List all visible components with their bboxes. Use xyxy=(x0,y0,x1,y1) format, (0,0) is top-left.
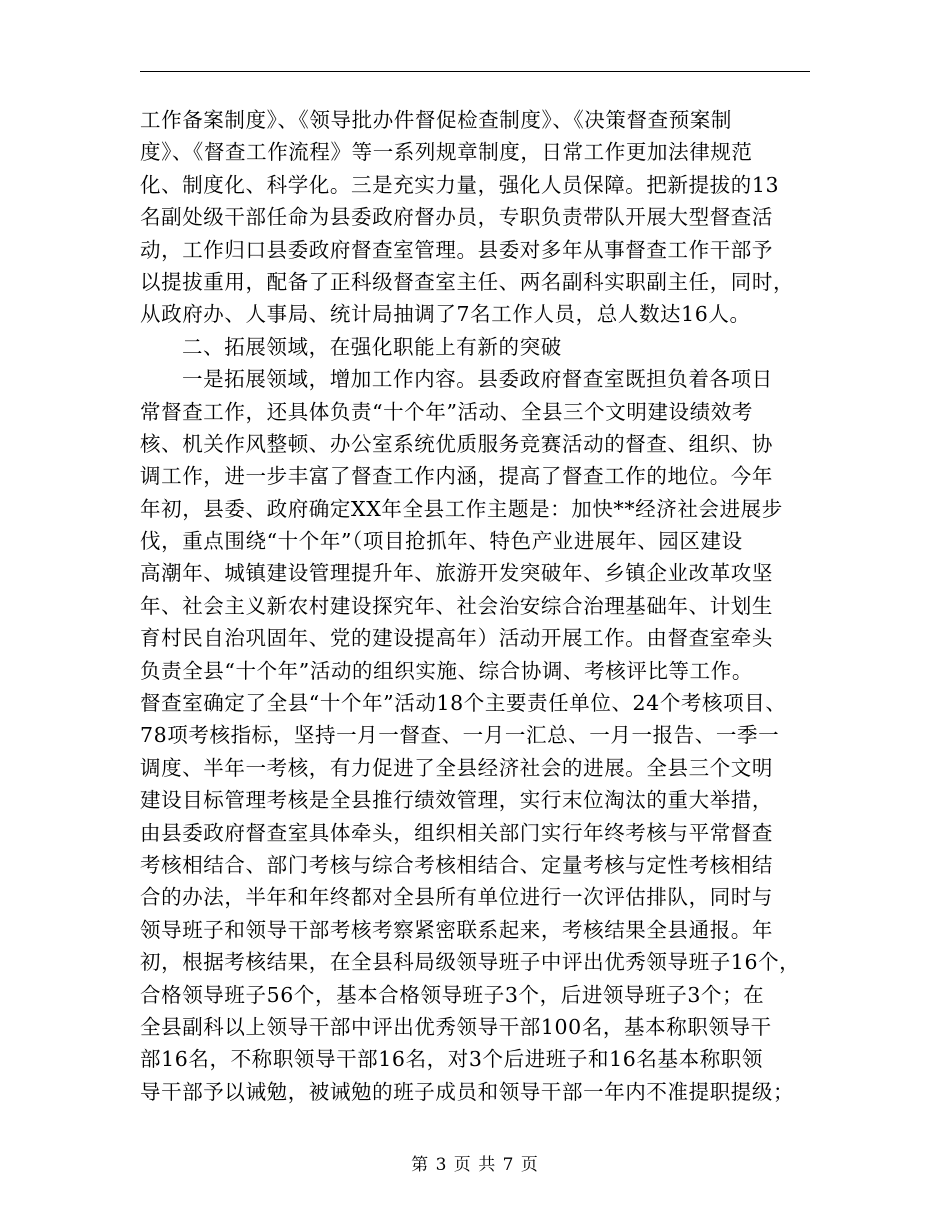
text-line: 名副处级干部任命为县委政府督办员，专职负责带队开展大型督查活 xyxy=(140,205,773,230)
text-line: 年、社会主义新农村建设探究年、社会治安综合治理基础年、计划生 xyxy=(140,593,773,618)
document-body xyxy=(140,104,830,1108)
text-line: 以提拔重用，配备了正科级督查室主任、两名副科实职副主任，同时， xyxy=(140,269,795,294)
text-line: 部16名，不称职领导干部16名，对3个后进班子和16名基本称职领 xyxy=(140,1047,763,1072)
text-line: 由县委政府督查室具体牵头，组织相关部门实行年终考核与平常督查 xyxy=(140,820,773,845)
text-line: 督查室确定了全县“十个年”活动18个主要责任单位、24个考核项目、 xyxy=(140,691,787,716)
text-line: 负责全县“十个年”活动的组织实施、综合协调、考核评比等工作。 xyxy=(140,658,753,683)
text-line: 化、制度化、科学化。三是充实力量，强化人员保障。把新提拔的13 xyxy=(140,172,780,197)
text-line: 伐，重点围绕“十个年”（项目抢抓年、特色产业进展年、园区建设 xyxy=(140,529,743,554)
section-heading: 二、拓展领域，在强化职能上有新的突破 xyxy=(182,334,562,359)
text-line: 常督查工作，还具体负责“十个年”活动、全县三个文明建设绩效考 xyxy=(140,399,753,424)
text-line: 考核相结合、部门考核与综合考核相结合、定量考核与定性考核相结 xyxy=(140,852,773,877)
text-line: 合的办法，半年和年终都对全县所有单位进行一次评估排队，同时与 xyxy=(140,885,773,910)
text-line: 78项考核指标，坚持一月一督查、一月一汇总、一月一报告、一季一 xyxy=(140,723,780,748)
text-line: 从政府办、人事局、统计局抽调了7名工作人员，总人数达16人。 xyxy=(140,302,751,327)
text-line: 核、机关作风整顿、办公室系统优质服务竞赛活动的督查、组织、协 xyxy=(140,431,773,456)
text-line: 合格领导班子56个，基本合格领导班子3个，后进领导班子3个；在 xyxy=(140,982,765,1007)
text-line: 初，根据考核结果，在全县科局级领导班子中评出优秀领导班子16个， xyxy=(140,950,801,975)
text-line: 育村民自治巩固年、党的建设提高年）活动开展工作。由督查室牵头 xyxy=(140,626,773,651)
text-line: 领导班子和领导干部考核考察紧密联系起来，考核结果全县通报。年 xyxy=(140,917,773,942)
text-line: 全县副科以上领导干部中评出优秀领导干部100名，基本称职领导干 xyxy=(140,1014,772,1039)
text-line: 度》、《督查工作流程》等一系列规章制度，日常工作更加法律规范 xyxy=(140,140,753,165)
text-line: 调工作，进一步丰富了督查工作内涵，提高了督查工作的地位。今年 xyxy=(140,464,773,489)
text-line: 动，工作归口县委政府督查室管理。县委对多年从事督查工作干部予 xyxy=(140,237,773,262)
text-line: 导干部予以诫勉，被诫勉的班子成员和领导干部一年内不准提职提级； xyxy=(140,1079,795,1104)
text-line: 建设目标管理考核是全县推行绩效管理，实行末位淘汰的重大举措， xyxy=(140,788,773,813)
text-line: 年初，县委、政府确定XX年全县工作主题是：加快**经济社会进展步 xyxy=(140,496,783,521)
page-number: 第 3 页 共 7 页 xyxy=(411,1155,539,1175)
text-line: 一是拓展领域，增加工作内容。县委政府督查室既担负着各项日 xyxy=(182,367,773,392)
text-line: 调度、半年一考核，有力促进了全县经济社会的进展。全县三个文明 xyxy=(140,755,773,780)
text-line: 工作备案制度》、《领导批办件督促检查制度》、《决策督查预案制 xyxy=(140,108,732,132)
text-line: 高潮年、城镇建设管理提升年、旅游开发突破年、乡镇企业改革攻坚 xyxy=(140,561,773,586)
header-rule xyxy=(140,71,810,72)
